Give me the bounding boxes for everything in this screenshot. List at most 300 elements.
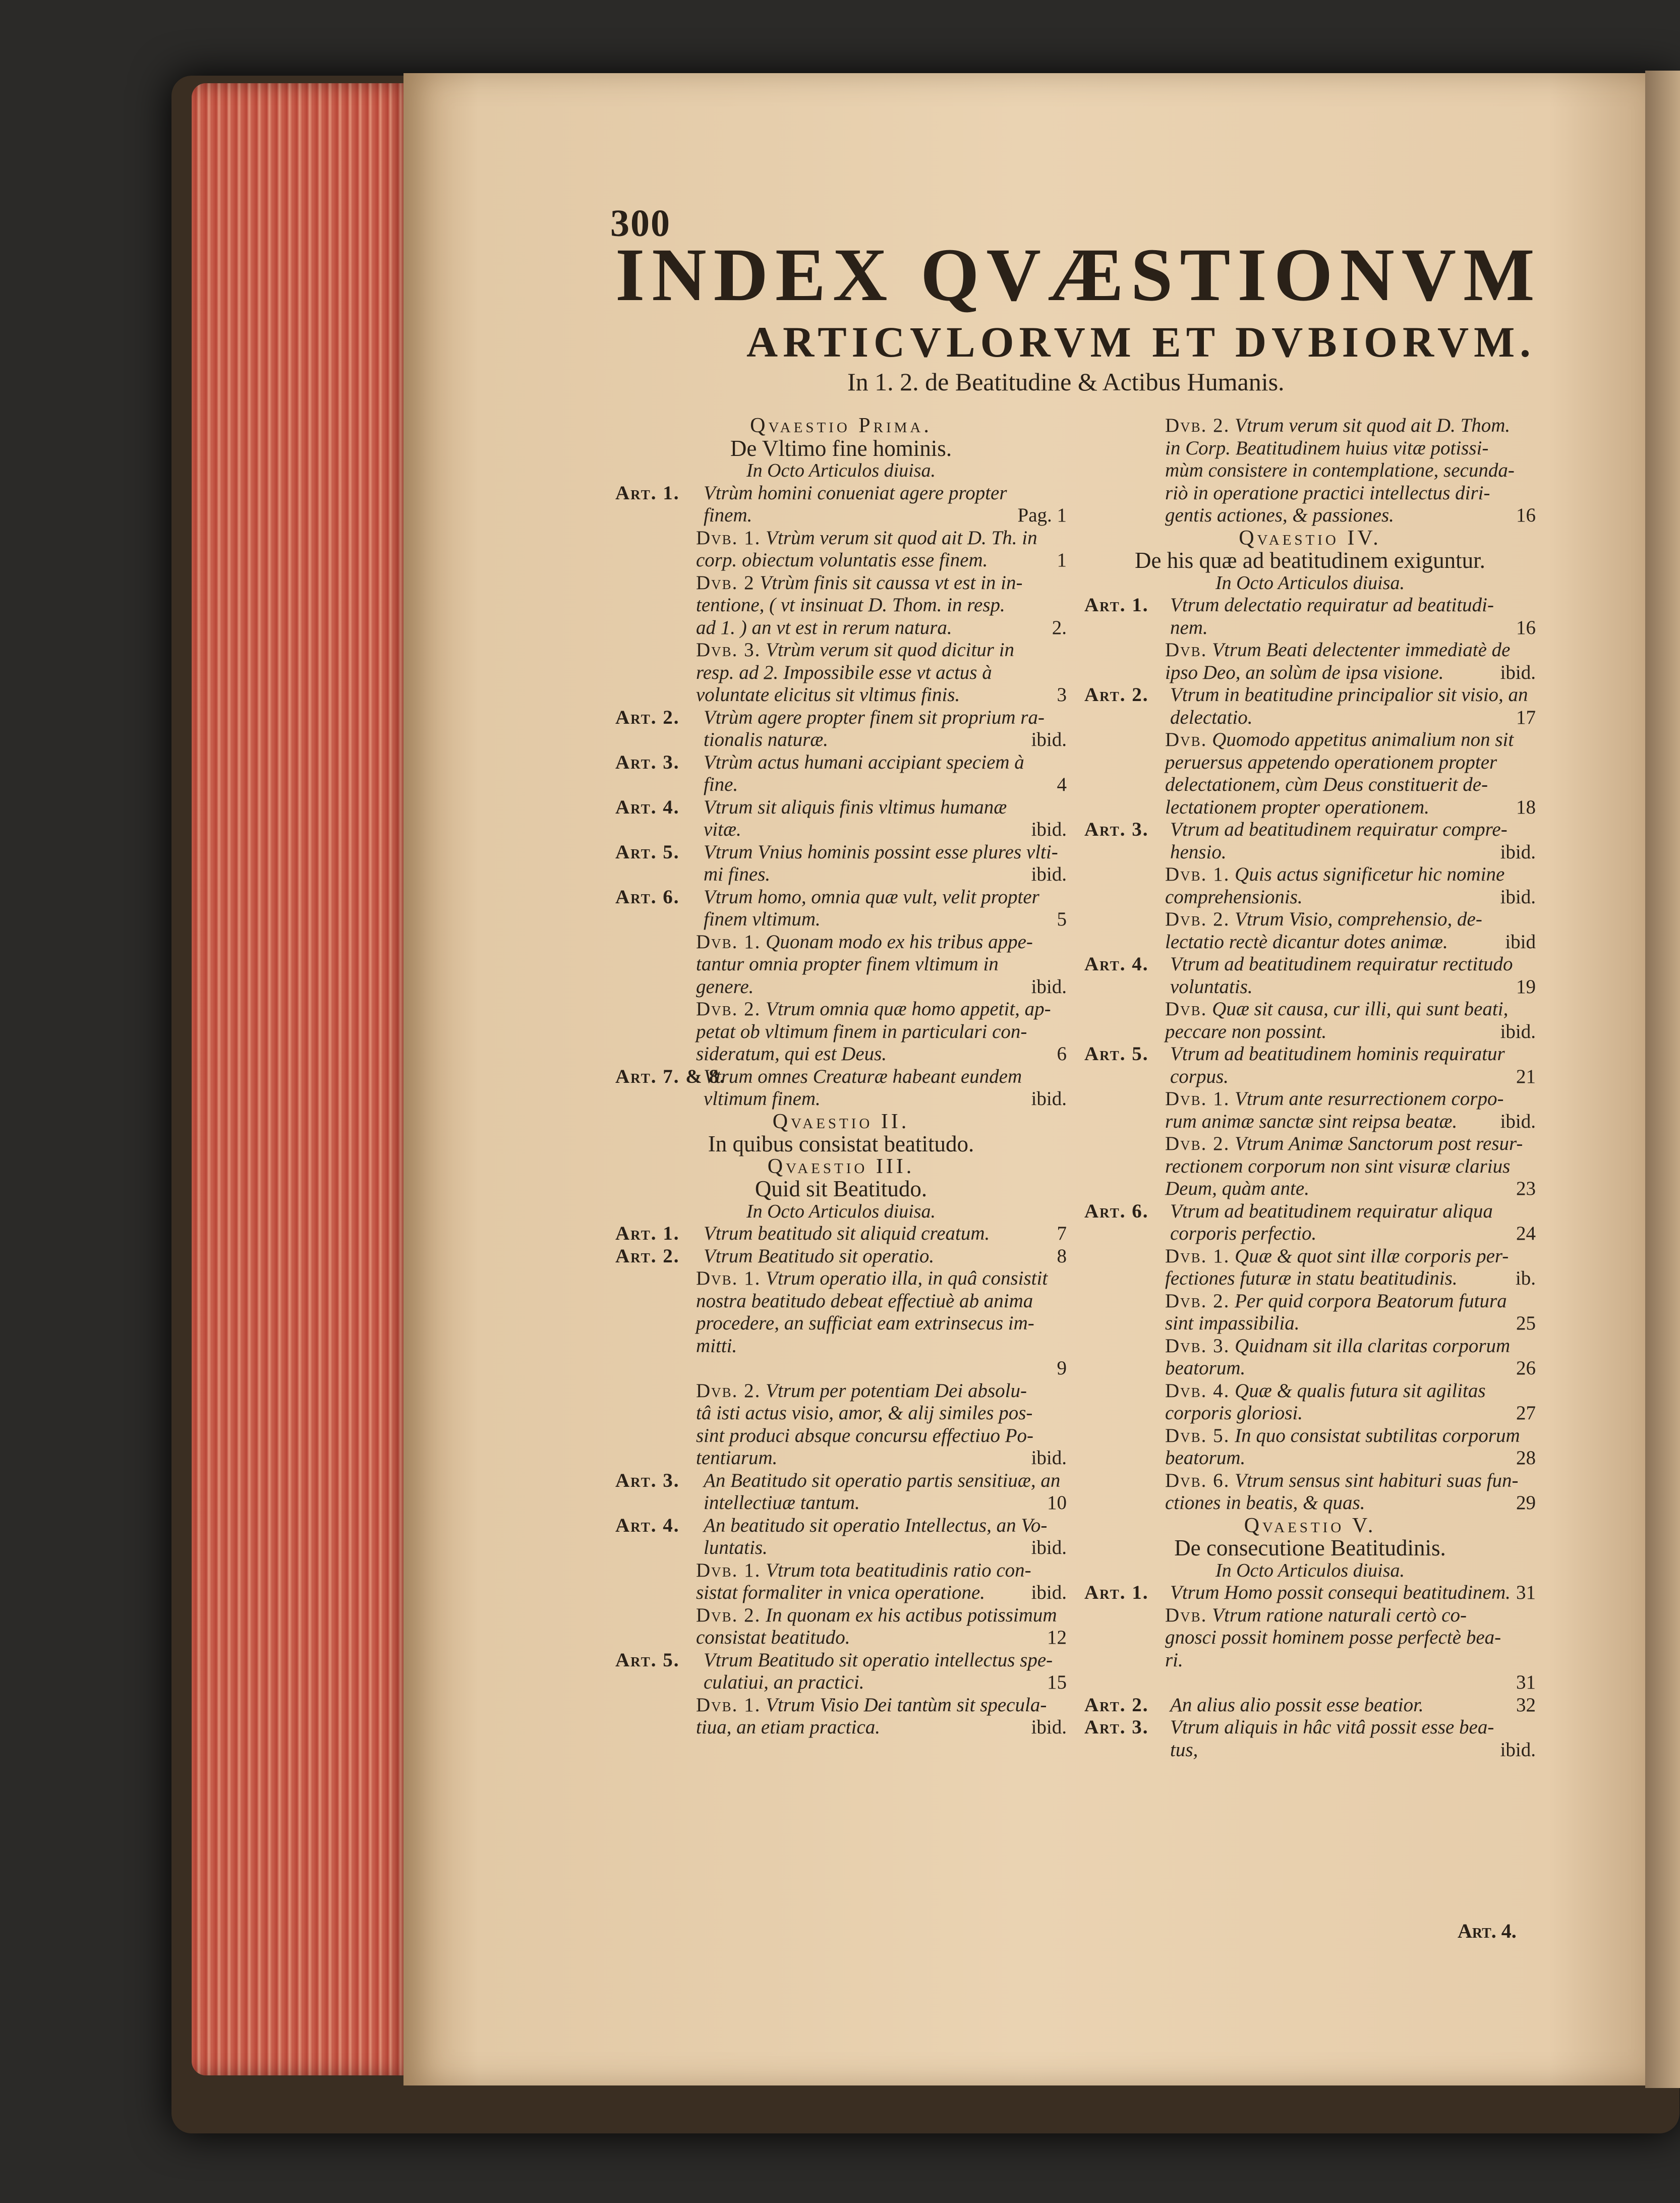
- page-ref: ibid: [1505, 931, 1536, 953]
- quaestio-title: De Vltimo fine hominis.: [730, 435, 952, 461]
- entry-text: lectatio rectè dicantur dotes animæ.: [1165, 931, 1448, 953]
- page-ref: 5: [1057, 908, 1067, 930]
- page-ref: 6: [1057, 1043, 1067, 1065]
- entry-text: Vtrum ante resurrectionem corpo-: [1235, 1088, 1504, 1110]
- entry-text: finem.: [704, 504, 752, 526]
- entry-continuation: [1084, 482, 1536, 505]
- entry-text: fine.: [704, 774, 738, 795]
- entry-continuation: [615, 863, 1067, 886]
- entry-continuation: [1084, 976, 1536, 999]
- entry-text: Vtrum ad beatitudinem hominis requiratur: [1170, 1043, 1505, 1065]
- dubium-entry: [615, 1694, 1067, 1717]
- article-entry: [1084, 684, 1536, 707]
- page-ref: ibid.: [1031, 1447, 1067, 1469]
- dubium-line: [1165, 908, 1482, 931]
- page-ref: ibid.: [1500, 1110, 1536, 1132]
- page-ref: 29: [1516, 1492, 1536, 1514]
- page-ref: 26: [1516, 1357, 1536, 1379]
- dubium-label: Dvb. 2.: [1165, 1290, 1230, 1312]
- entry-text: Quomodo appetitus animalium non sit: [1212, 729, 1514, 750]
- page-ref: ibid.: [1031, 819, 1067, 840]
- entry-text: fectiones futuræ in statu beatitudinis.: [1165, 1267, 1458, 1289]
- page-ref: 4: [1057, 774, 1067, 795]
- entry-continuation: [1084, 1111, 1536, 1133]
- entry-continuation: [615, 1447, 1067, 1470]
- article-entry: [615, 796, 1067, 819]
- entry-continuation: [1084, 662, 1536, 684]
- dubium-label: Dvb. 1.: [1165, 1088, 1230, 1110]
- dubium-line: [1165, 415, 1510, 437]
- article-label: Art. 1.: [1084, 594, 1149, 616]
- dubium-label: Dvb. 2.: [1165, 415, 1230, 436]
- entry-text: tentiarum.: [696, 1447, 778, 1469]
- entry-continuation: [615, 617, 1067, 640]
- dubium-entry: [615, 639, 1067, 662]
- article-label: Art. 7. & 8.: [615, 1065, 726, 1087]
- article-label: Art. 5.: [1084, 1043, 1149, 1065]
- entry-continuation: [1084, 1492, 1536, 1515]
- dubium-line: [1165, 1425, 1520, 1447]
- entry-continuation: [1084, 796, 1536, 819]
- dubium-label: Dvb. 1.: [1165, 863, 1230, 885]
- entry-text: nem.: [1170, 616, 1208, 639]
- entry-continuation: [615, 1425, 1067, 1447]
- entry-text: Vtrum aliquis in hâc vitâ possit esse bea-: [1170, 1716, 1494, 1738]
- entry-continuation: [1084, 1649, 1536, 1672]
- dubium-line: [696, 572, 1023, 595]
- article-entry: [1084, 1200, 1536, 1223]
- article-entry: [1084, 1694, 1536, 1717]
- entry-text: gentis actiones, & passiones.: [1165, 504, 1394, 526]
- entry-text: Vtrum operatio illa, in quâ consistit: [766, 1267, 1048, 1289]
- entry-text: corpus.: [1170, 1065, 1229, 1087]
- entry-continuation: [615, 662, 1067, 684]
- dubium-label: Dvb. 3.: [1165, 1335, 1230, 1357]
- entry-text: voluntate elicitus sit vltimus finis.: [696, 684, 960, 706]
- entry-text: Vtrùm verum sit quod dicitur in: [766, 639, 1015, 661]
- entry-continuation: [1084, 1178, 1536, 1200]
- article-entry: [615, 1470, 1067, 1492]
- dubium-label: Dvb. 1.: [696, 931, 761, 953]
- page-ref: 17: [1516, 706, 1536, 728]
- dubium-entry: [615, 1604, 1067, 1627]
- page-ref: 16: [1516, 504, 1536, 526]
- entry-text: Vtrùm agere propter finem sit proprium ra-: [704, 706, 1045, 728]
- article-label: Art. 2.: [615, 706, 680, 728]
- dubium-label: Dvb. 4.: [1165, 1379, 1230, 1402]
- entry-text: sint produci absque concursu effectiuo Po-: [696, 1424, 1034, 1446]
- page-ref: 9: [1057, 1357, 1067, 1379]
- entry-text: in Corp. Beatitudinem huius vitæ potissi-: [1165, 437, 1489, 459]
- dubium-line: [696, 1380, 1027, 1403]
- dubium-label: Dvb. 2.: [696, 1604, 761, 1626]
- dubium-label: Dvb. 1.: [696, 527, 761, 549]
- entry-continuation: [1084, 437, 1536, 460]
- article-label: Art. 3.: [1084, 819, 1149, 840]
- article-entry: [615, 886, 1067, 909]
- entry-continuation: [615, 1537, 1067, 1559]
- page-ref: ibid.: [1031, 1582, 1067, 1603]
- entry-text: Quonam modo ex his tribus appe-: [766, 931, 1033, 953]
- quaestio-title: De consecutione Beatitudinis.: [1174, 1535, 1446, 1560]
- dubium-line: [696, 998, 1051, 1021]
- entry-text: In quonam ex his actibus potissimum: [766, 1604, 1057, 1626]
- entry-text: Vtrum ratione naturali certò co-: [1212, 1604, 1467, 1626]
- entry-continuation: [615, 1671, 1067, 1694]
- quaestio-title: In quibus consistat beatitudo.: [708, 1131, 974, 1156]
- dubium-line: [1165, 1088, 1503, 1111]
- entry-text: Quis actus significetur hic nomine: [1235, 863, 1505, 885]
- dubium-label: Dvb. 1.: [696, 1694, 761, 1716]
- dubium-entry: [1084, 1425, 1536, 1447]
- entry-continuation: [615, 1043, 1067, 1066]
- quaestio-title: De his quæ ad beatitudinem exiguntur.: [1135, 548, 1485, 573]
- entry-continuation: [1084, 1402, 1536, 1425]
- dubium-label: Dvb. 2.: [1165, 908, 1230, 930]
- entry-text: tus,: [1170, 1738, 1198, 1761]
- dubium-entry: [615, 1380, 1067, 1403]
- quaestio-title: Quid sit Beatitudo.: [755, 1176, 928, 1201]
- entry-text: gnosci possit hominem posse perfectè bea-: [1165, 1627, 1501, 1648]
- entry-text: corp. obiectum voluntatis esse finem.: [696, 549, 988, 571]
- page-ref: 24: [1516, 1223, 1536, 1244]
- entry-continuation: [615, 976, 1067, 999]
- entry-continuation: [615, 953, 1067, 976]
- dubium-line: [1165, 1245, 1509, 1268]
- entry-continuation: [615, 1335, 1067, 1358]
- entry-continuation: [1084, 707, 1536, 729]
- entry-continuation: [615, 1402, 1067, 1425]
- entry-text: Vtrum Animæ Sanctorum post resur-: [1235, 1133, 1523, 1154]
- entry-text: corporis perfectio.: [1170, 1223, 1317, 1244]
- dubium-line: [1165, 729, 1514, 751]
- page-ref: 21: [1516, 1065, 1536, 1087]
- dubium-line: [696, 1267, 1048, 1290]
- dubium-entry: [1084, 1380, 1536, 1403]
- dubium-line: [696, 1604, 1057, 1627]
- entry-text: vitæ.: [704, 819, 741, 840]
- entry-continuation: [615, 684, 1067, 707]
- entry-text: mi fines.: [704, 863, 771, 885]
- entry-continuation: [1084, 1267, 1536, 1290]
- article-label: Art. 1.: [615, 482, 680, 504]
- article-entry: [615, 482, 1067, 505]
- entry-text: Quidnam sit illa claritas corporum: [1235, 1335, 1511, 1357]
- dubium-line: [696, 1559, 1031, 1582]
- entry-text: comprehensionis.: [1165, 886, 1303, 908]
- entry-text: voluntatis.: [1170, 975, 1253, 998]
- entry-text: Per quid corpora Beatorum futura: [1235, 1290, 1507, 1312]
- dubium-label: Dvb.: [1165, 639, 1207, 661]
- dubium-entry: [1084, 863, 1536, 886]
- entry-continuation: [615, 1290, 1067, 1313]
- dubium-entry: [615, 527, 1067, 550]
- entry-continuation: [1084, 1223, 1536, 1245]
- dubium-entry: [1084, 1470, 1536, 1492]
- page-ref: 31: [1516, 1582, 1536, 1603]
- dubium-line: [1165, 1470, 1518, 1492]
- entry-text: Vtrum ad beatitudinem requiratur rectitudo: [1170, 953, 1513, 975]
- dubium-entry: [1084, 415, 1536, 437]
- article-entry: [615, 1515, 1067, 1537]
- entry-text: finem vltimum.: [704, 908, 821, 930]
- dubium-entry: [1084, 998, 1536, 1021]
- entry-text: ad 1. ) an vt est in rerum natura.: [696, 616, 952, 639]
- division-note: In Octo Articulos diuisa.: [746, 460, 936, 481]
- page-ref: 28: [1516, 1447, 1536, 1469]
- article-label: Art. 3.: [615, 1469, 680, 1491]
- page-ref: 2.: [1052, 616, 1067, 639]
- page-ref: ibid.: [1500, 841, 1536, 863]
- page-ref: ibid.: [1031, 1716, 1067, 1738]
- entry-text: Vtrum Homo possit consequi beatitudinem.: [1170, 1582, 1511, 1603]
- entry-text: An Beatitudo sit operatio partis sensitiuæ, an: [704, 1469, 1061, 1491]
- page-ref: 18: [1516, 796, 1536, 818]
- page-ref: Pag. 1: [1017, 504, 1067, 526]
- dubium-entry: [1084, 1133, 1536, 1155]
- article-entry: [1084, 1582, 1536, 1604]
- article-label: Art. 2.: [1084, 1694, 1149, 1716]
- entry-text: tionalis naturæ.: [704, 729, 829, 750]
- entry-text: peccare non possint.: [1165, 1020, 1327, 1042]
- entry-text: culatiui, an practici.: [704, 1671, 864, 1693]
- dubium-label: Dvb. 2.: [696, 1379, 761, 1402]
- entry-continuation: [615, 504, 1067, 527]
- article-label: Art. 1.: [1084, 1582, 1149, 1603]
- entry-continuation: [615, 594, 1067, 617]
- article-entry: [615, 751, 1067, 774]
- dubium-entry: [615, 1267, 1067, 1290]
- dubium-label: Dvb.: [1165, 998, 1207, 1020]
- entry-continuation: [1084, 1357, 1536, 1380]
- page-block-red-edge: [192, 83, 414, 2075]
- page-ref: 8: [1057, 1245, 1067, 1267]
- entry-text: sint impassibilia.: [1165, 1312, 1300, 1334]
- entry-continuation: [1084, 751, 1536, 774]
- entry-continuation: [1084, 1447, 1536, 1470]
- entry-text: tentione, ( vt insinuat D. Thom. in resp.: [696, 594, 1005, 616]
- article-label: Art. 3.: [615, 751, 680, 773]
- entry-text: procedere, an sufficiat eam extrinsecus im-: [696, 1312, 1034, 1334]
- facing-page-edge: [1645, 71, 1680, 2088]
- dubium-line: [1165, 1290, 1507, 1313]
- entry-text: petat ob vltimum finem in particulari con-: [696, 1020, 1027, 1042]
- entry-text: mitti.: [696, 1335, 737, 1357]
- article-entry: [615, 1245, 1067, 1268]
- dubium-entry: [1084, 1088, 1536, 1111]
- dubium-line: [696, 527, 1037, 550]
- dubium-entry: [615, 998, 1067, 1021]
- dubium-label: Dvb.: [1165, 1604, 1207, 1626]
- dubium-line: [696, 1694, 1047, 1717]
- dubium-label: Dvb. 5.: [1165, 1424, 1230, 1446]
- entry-text: ctiones in beatis, & quas.: [1165, 1492, 1365, 1514]
- article-entry: [615, 707, 1067, 729]
- entry-text: intellectiuæ tantum.: [704, 1492, 860, 1514]
- entry-text: delectationem, cùm Deus constituerit de-: [1165, 774, 1488, 795]
- entry-continuation: [1084, 1312, 1536, 1335]
- article-entry: [1084, 819, 1536, 841]
- article-label: Art. 4.: [615, 1514, 680, 1536]
- dubium-entry: [1084, 639, 1536, 662]
- entry-text: delectatio.: [1170, 706, 1253, 728]
- dubium-line: [696, 931, 1033, 954]
- article-label: Art. 5.: [615, 1649, 680, 1671]
- page-ref: 19: [1516, 975, 1536, 998]
- entry-text: Quæ & quot sint illæ corporis per-: [1235, 1245, 1509, 1267]
- index-title: INDEX QVÆSTIONVM: [615, 233, 1542, 317]
- entry-text: Deum, quàm ante.: [1165, 1178, 1309, 1199]
- dubium-entry: [1084, 908, 1536, 931]
- entry-text: Vtrum in beatitudine principalior sit visio, an: [1170, 684, 1528, 706]
- entry-text: Vtrum Beati delectenter immediatè de: [1212, 639, 1511, 661]
- entry-text: Vtrum Beatitudo sit operatio intellectus spe-: [704, 1649, 1053, 1671]
- entry-text: tantur omnia propter finem vltimum in: [696, 953, 999, 975]
- entry-text: ri.: [1165, 1649, 1183, 1671]
- dubium-entry: [615, 1559, 1067, 1582]
- entry-text: Vtrum verum sit quod ait D. Thom.: [1235, 415, 1511, 436]
- page-ref: 10: [1047, 1492, 1067, 1514]
- dubium-entry: [1084, 1245, 1536, 1268]
- entry-continuation: [1084, 504, 1536, 527]
- entry-text: corporis gloriosi.: [1165, 1402, 1303, 1424]
- entry-continuation: [615, 549, 1067, 572]
- entry-text: tâ isti actus visio, amor, & alij similes pos-: [696, 1402, 1033, 1424]
- entry-text: Vtrùm verum sit quod ait D. Th. in: [766, 527, 1037, 549]
- entry-continuation: [1084, 1021, 1536, 1043]
- quaestio-heading: Qvaestio II.: [772, 1110, 910, 1133]
- entry-continuation: [1084, 1066, 1536, 1088]
- dubium-line: [1165, 1133, 1523, 1155]
- article-label: Art. 2.: [615, 1245, 680, 1267]
- entry-text: Vtrum Visio, comprehensio, de-: [1235, 908, 1482, 930]
- page-ref: 15: [1047, 1671, 1067, 1693]
- dubium-label: Dvb. 2.: [696, 998, 761, 1020]
- page-ref: 12: [1047, 1627, 1067, 1648]
- page-ref: 25: [1516, 1312, 1536, 1334]
- entry-text: hensio.: [1170, 841, 1227, 863]
- index-subtitle: ARTICVLORVM ET DVBIORVM.: [746, 318, 1536, 366]
- entry-text: Vtrum Vnius hominis possint esse plures vlti-: [704, 841, 1058, 863]
- quaestio-heading: Qvaestio III.: [767, 1154, 915, 1178]
- entry-continuation: [1084, 931, 1536, 954]
- entry-text: sideratum, qui est Deus.: [696, 1043, 887, 1065]
- dubium-line: [1165, 639, 1510, 662]
- entry-text: Vtrùm finis sit caussa vt est in in-: [760, 571, 1023, 594]
- entry-text: sistat formaliter in vnica operatione.: [696, 1582, 986, 1603]
- article-label: Art. 2.: [1084, 684, 1149, 706]
- quaestio-heading: Qvaestio V.: [1244, 1514, 1376, 1537]
- entry-text: beatorum.: [1165, 1357, 1246, 1379]
- article-label: Art. 5.: [615, 841, 680, 863]
- entry-text: rum animæ sanctæ sint reipsa beatæ.: [1165, 1110, 1458, 1132]
- entry-text: Quæ sit causa, cur illi, qui sunt beati,: [1212, 998, 1509, 1020]
- entry-continuation: [615, 729, 1067, 751]
- entry-text: Vtrum tota beatitudinis ratio con-: [766, 1559, 1031, 1581]
- page-ref: ib.: [1515, 1267, 1536, 1289]
- entry-text: riò in operatione practici intellectus diri-: [1165, 482, 1490, 504]
- page-ref: 27: [1516, 1402, 1536, 1424]
- entry-continuation: [615, 1021, 1067, 1043]
- page-ref: 3: [1057, 684, 1067, 706]
- entry-continuation: [1084, 886, 1536, 909]
- dubium-label: Dvb.: [1165, 729, 1207, 750]
- entry-continuation: [1084, 617, 1536, 640]
- dubium-line: [1165, 1380, 1486, 1403]
- entry-continuation: [615, 1492, 1067, 1515]
- dubium-line: [1165, 998, 1508, 1021]
- article-label: Art. 4.: [1084, 953, 1149, 975]
- page-ref: 31: [1516, 1671, 1536, 1693]
- dubium-entry: [1084, 1604, 1536, 1627]
- entry-text: Vtrum ad beatitudinem requiratur aliqua: [1170, 1200, 1493, 1222]
- dubium-label: Dvb. 2: [696, 571, 755, 594]
- entry-text: beatorum.: [1165, 1447, 1246, 1469]
- entry-text: luntatis.: [704, 1537, 768, 1558]
- dubium-label: Dvb. 1.: [696, 1267, 761, 1289]
- dubium-entry: [1084, 729, 1536, 751]
- entry-text: consistat beatitudo.: [696, 1627, 850, 1648]
- entry-text: nostra beatitudo debeat effectiuè ab anima: [696, 1290, 1033, 1312]
- entry-text: Vtrum Visio Dei tantùm sit specula-: [766, 1694, 1047, 1716]
- right-column: [1084, 415, 1536, 1761]
- dubium-label: Dvb. 6.: [1165, 1469, 1230, 1491]
- dubium-label: Dvb. 1.: [1165, 1245, 1230, 1267]
- entry-text: Vtrum ad beatitudinem requiratur compre-: [1170, 819, 1508, 840]
- dubium-entry: [615, 931, 1067, 954]
- page-ref: ibid.: [1500, 1020, 1536, 1042]
- entry-continuation: [615, 774, 1067, 796]
- dubium-entry: [1084, 1290, 1536, 1313]
- entry-text: Vtrùm actus humani accipiant speciem à: [704, 751, 1024, 773]
- dubium-label: Dvb. 3.: [696, 639, 761, 661]
- entry-continuation: [1084, 1739, 1536, 1762]
- dubium-entry: [615, 572, 1067, 595]
- entry-text: ipso Deo, an solùm de ipsa visione.: [1165, 661, 1444, 683]
- entry-text: Vtrum per potentiam Dei absolu-: [766, 1379, 1027, 1402]
- entry-continuation: [1084, 774, 1536, 796]
- entry-text: In quo consistat subtilitas corporum: [1235, 1424, 1520, 1446]
- dubium-label: Dvb. 2.: [1165, 1133, 1230, 1154]
- page-number: 300: [610, 202, 671, 245]
- page-ref: ibid.: [1031, 1537, 1067, 1558]
- entry-continuation: [615, 1088, 1067, 1111]
- entry-text: Vtrùm homini conueniat agere propter: [704, 482, 1007, 504]
- entry-text: Vtrum sensus sint habituri suas fun-: [1235, 1469, 1519, 1491]
- page-ref: 16: [1516, 616, 1536, 639]
- entry-text: Vtrum omnia quæ homo appetit, ap-: [766, 998, 1051, 1020]
- entry-text: Vtrum homo, omnia quæ vult, velit propter: [704, 886, 1039, 908]
- left-column: [615, 415, 1067, 1739]
- entry-continuation: [615, 908, 1067, 931]
- entry-continuation: [615, 819, 1067, 841]
- entry-text: peruersus appetendo operationem propter: [1165, 751, 1497, 773]
- entry-text: Quæ & qualis futura sit agilitas: [1235, 1379, 1486, 1402]
- article-entry: [1084, 594, 1536, 617]
- dubium-line: [1165, 863, 1504, 886]
- article-entry: [615, 1066, 1067, 1088]
- page-ref: ibid.: [1031, 975, 1067, 998]
- entry-text: Vtrum omnes Creaturæ habeant eundem: [704, 1065, 1022, 1087]
- page-ref: ibid.: [1031, 729, 1067, 750]
- article-label: Art. 4.: [615, 796, 680, 818]
- entry-text: rectionem corporum non sint visuræ clarius: [1165, 1155, 1511, 1177]
- entry-text: Vtrum Beatitudo sit operatio.: [704, 1245, 935, 1267]
- entry-text: resp. ad 2. Impossibile esse vt actus à: [696, 661, 992, 683]
- entry-continuation: [615, 1627, 1067, 1649]
- page-ref: ibid.: [1031, 1088, 1067, 1110]
- article-label: Art. 3.: [1084, 1716, 1149, 1738]
